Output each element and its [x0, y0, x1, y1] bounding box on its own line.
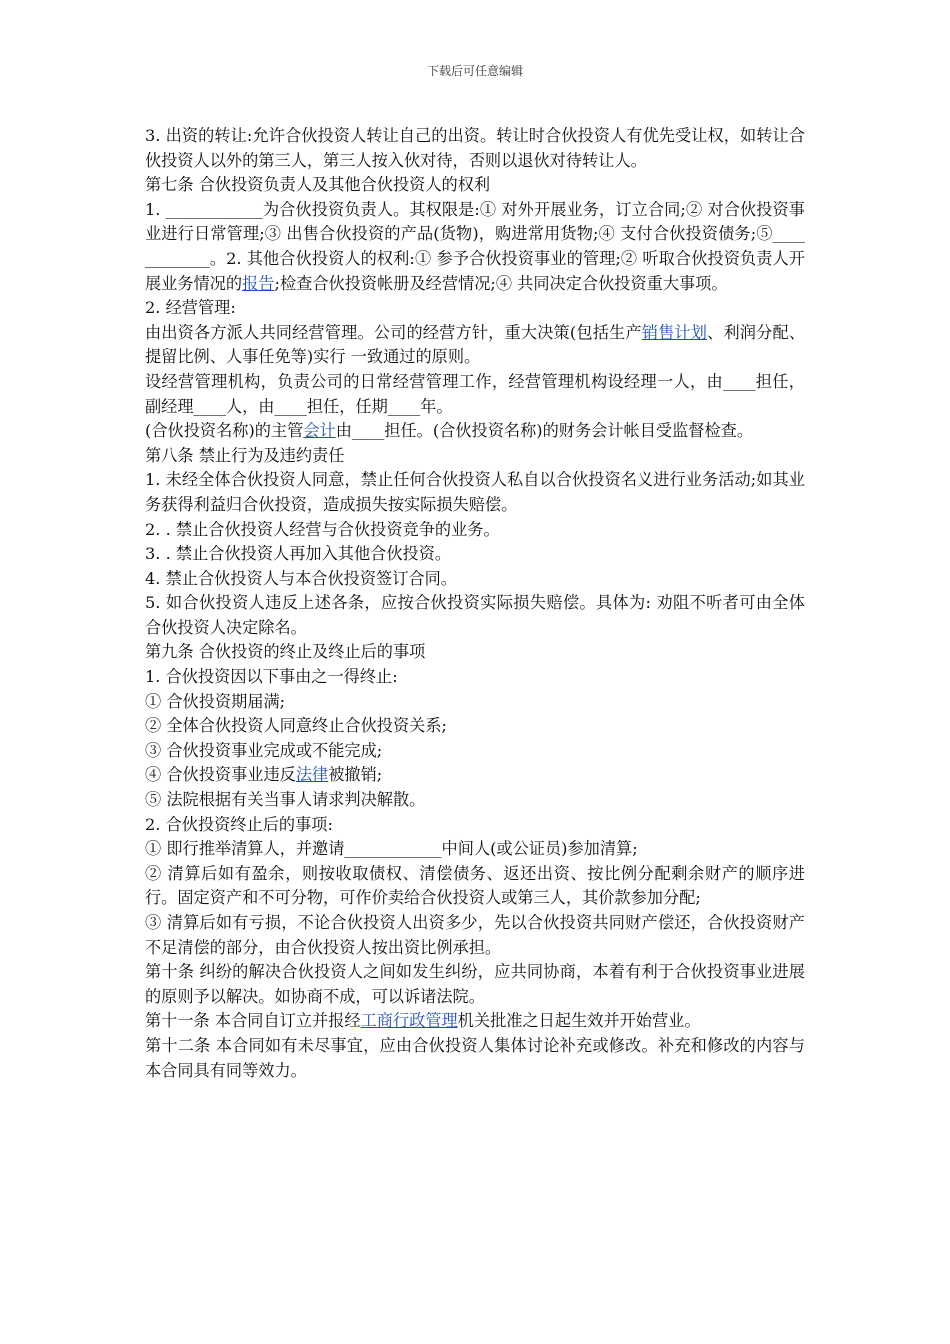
paragraph-management: 由出资各方派人共同经营管理。公司的经营方针，重大决策(包括生产销售计划、利润分配、提留比例、人事任免等)实行 一致通过的原则。 [145, 322, 806, 367]
paragraph-management-office: 设经营管理机构，负责公司的日常经营管理工作，经营管理机构设经理一人，由____担任，副经理____人，由____担任，任期____年。 [145, 371, 805, 416]
article-10: 第十条 纠纷的解决合伙投资人之间如发生纠纷，应共同协商，本着有利于合伙投资事业进展的原则予以解决。如协商不成，可以诉诸法院。 [145, 962, 805, 1006]
paragraph-management-title: 2. 经营管理: [145, 298, 236, 318]
paragraph-after-title: 2. 合伙投资终止后的事项: [145, 814, 333, 834]
article-7-title: 第七条 合伙投资负责人及其他合伙投资人的权利 [145, 175, 491, 195]
link-law[interactable]: 法律 [295, 765, 329, 785]
link-business-admin[interactable]: 工商行政管理 [360, 1011, 458, 1031]
link-report[interactable]: 报告 [242, 273, 275, 293]
paragraph-prohibit-5: 5. 如合伙投资人违反上述各条，应按合伙投资实际损失赔偿。具体为: 劝阻不听者可由全体合伙投资人决定除名。 [145, 593, 805, 637]
link-accounting[interactable]: 会计 [303, 421, 336, 441]
paragraph-termination-3: ③ 合伙投资事业完成或不能完成; [145, 740, 383, 760]
article-12: 第十二条 本合同如有未尽事宜，应由合伙投资人集体讨论补充或修改。补充和修改的内容与本合同具有同等效力。 [145, 1035, 805, 1080]
paragraph-termination-2: ② 全体合伙投资人同意终止合伙投资关系; [145, 716, 447, 736]
paragraph-prohibit-2: 2. . 禁止合伙投资人经营与合伙投资竞争的业务。 [145, 519, 500, 539]
paragraph-prohibit-3: 3. . 禁止合伙投资人再加入其他合伙投资。 [145, 544, 452, 564]
page-header: 下载后可任意编辑 [426, 64, 523, 78]
paragraph-after-3: ③ 清算后如有亏损，不论合伙投资人出资多少，先以合伙投资共同财产偿还，合伙投资财产不足清偿的部分，由合伙投资人按出资比例承担。 [145, 913, 805, 957]
article-11: 第十一条 本合同自订立并报经工商行政管理机关批准之日起生效并开始营业。 [145, 1011, 701, 1031]
paragraph-after-2: ② 清算后如有盈余，则按收取债权、清偿债务、返还出资、按比例分配剩余财产的顺序进行。固定资产和不可分物，可作价卖给合伙投资人或第三人，其价款参加分配; [145, 863, 805, 908]
paragraph-termination-1: ① 合伙投资期届满; [145, 691, 286, 711]
paragraph-transfer: 3. 出资的转让:允许合伙投资人转让自己的出资。转让时合伙投资人有优先受让权，如转让合伙投资人以外的第三人，第三人按入伙对待，否则以退伙对待转让人。 [145, 126, 805, 170]
paragraph-after-1: ① 即行推举清算人，并邀请____________中间人(或公证员)参加清算; [145, 839, 638, 859]
paragraph-rights: 1. ____________为合伙投资负责人。其权限是:① 对外开展业务，订立合同;② 对合伙投资事业进行日常管理;③ 出售合伙投资的产品(货物)，购进常用货物;④ 支付合伙投资债务;⑤____________。2. 其他合伙投资人的权利:① 参予合伙投资事业的管理;② 听取合伙投资负责人开展业务情况的报告;检查合伙投资帐册及经营情况;④ 共同决定合伙投资重大事项。 [145, 199, 805, 293]
paragraph-termination-5: ⑤ 法院根据有关当事人请求判决解散。 [145, 790, 426, 810]
paragraph-accounting: (合伙投资名称)的主管会计由____担任。(合伙投资名称)的财务会计帐目受监督检查。 [145, 421, 754, 441]
paragraph-prohibit-4: 4. 禁止合伙投资人与本合伙投资签订合同。 [145, 568, 457, 588]
article-9-title: 第九条 合伙投资的终止及终止后的事项 [145, 642, 426, 662]
link-sales-plan[interactable]: 销售计划 [641, 322, 708, 342]
paragraph-termination-4: ④ 合伙投资事业违反法律被撤销; [145, 765, 383, 785]
paragraph-prohibit-1: 1. 未经全体合伙投资人同意，禁止任何合伙投资人私自以合伙投资名义进行业务活动;如其业务获得利益归合伙投资，造成损失按实际损失赔偿。 [145, 470, 805, 514]
document-body [145, 124, 805, 1083]
paragraph-termination-title: 1. 合伙投资因以下事由之一得终止: [145, 667, 398, 687]
article-8-title: 第八条 禁止行为及违约责任 [145, 445, 345, 465]
